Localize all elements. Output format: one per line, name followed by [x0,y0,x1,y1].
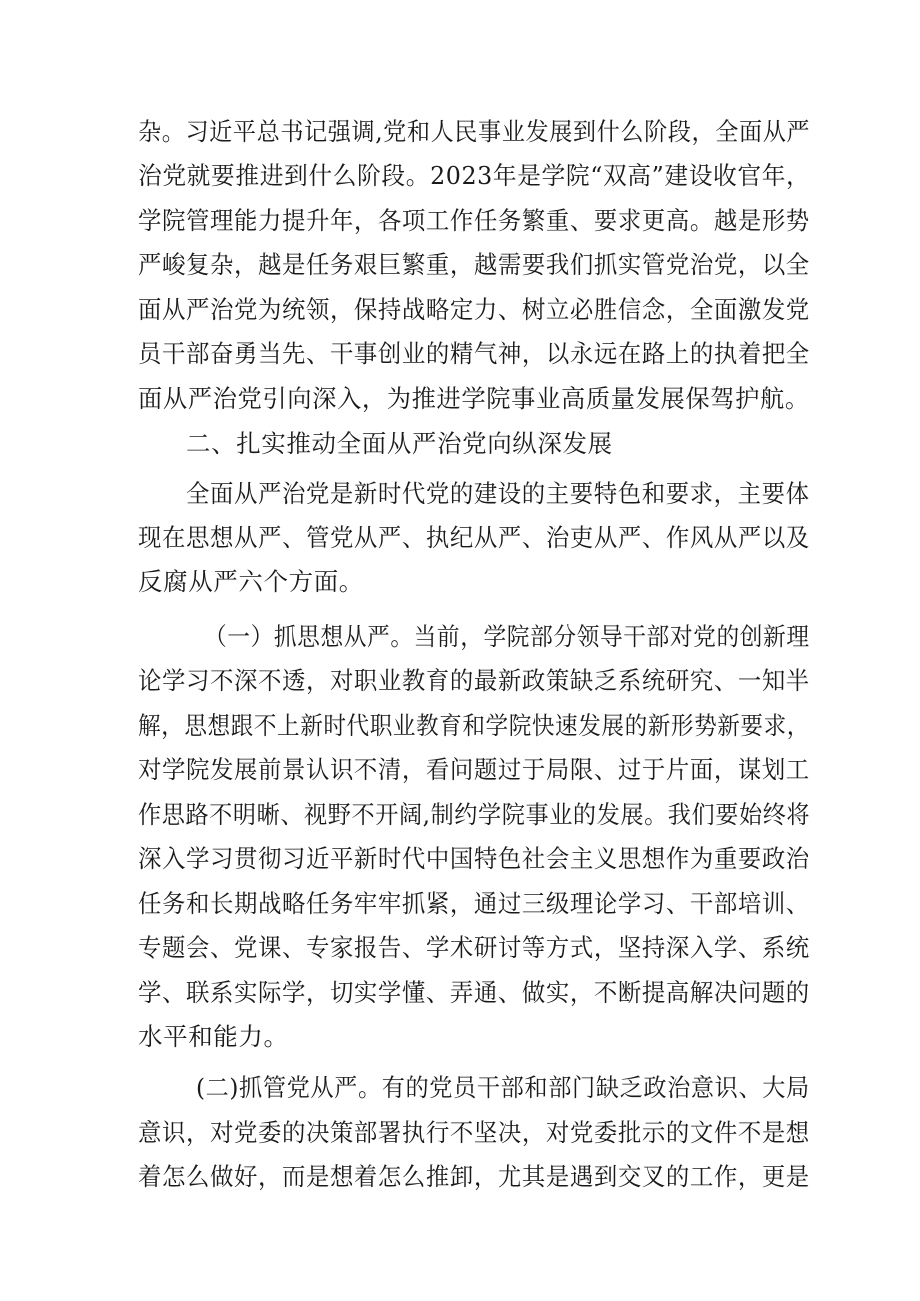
paragraph-line: 着怎么做好，而是想着怎么推卸，尤其是遇到交叉的工作，更是 [138,1162,810,1191]
paragraph-line: 治党就要推进到什么阶段。2023年是学院“双高”建设收官年， [138,161,811,190]
paragraph-line: 作思路不明晰、视野不开阔,制约学院事业的发展。我们要始终将 [138,800,811,829]
paragraph-line: 专题会、党课、专家报告、学术研讨等方式，坚持深入学、系统 [138,933,810,962]
paragraph-line: 学、联系实际学，切实学懂、弄通、做实，不断提高解决问题的 [138,978,810,1007]
paragraph-line: 严峻复杂，越是任务艰巨繁重，越需要我们抓实管党治党，以全 [138,250,810,279]
paragraph-line: 面从严治党引向深入，为推进学院事业高质量发展保驾护航。 [138,384,810,413]
paragraph-line: 员干部奋勇当先、干事创业的精气神，以永远在路上的执着把全 [138,339,810,368]
paragraph-line: 深入学习贯彻习近平新时代中国特色社会主义思想作为重要政治 [138,844,810,873]
paragraph-line: 论学习不深不透，对职业教育的最新政策缺乏系统研究、一知半 [138,666,810,695]
section-heading: 二、扎实推动全面从严治党向纵深发展 [186,429,613,458]
paragraph-line: 水平和能力。 [138,1022,289,1051]
paragraph-line: 现在思想从严、管党从严、执纪从严、治吏从严、作风从严以及 [138,523,810,552]
paragraph-line: 学院管理能力提升年，各项工作任务繁重、要求更高。越是形势 [138,206,810,235]
paragraph-line: 反腐从严六个方面。 [138,567,364,596]
paragraph-line: 全面从严治党是新时代党的建设的主要特色和要求，主要体 [186,479,810,508]
paragraph-line: (二)抓管党从严。有的党员干部和部门缺乏政治意识、大局 [196,1073,810,1102]
paragraph-line: 对学院发展前景认识不清，看问题过于局限、过于片面，谋划工 [138,755,810,784]
paragraph-line: 杂。习近平总书记强调,党和人民事业发展到什么阶段，全面从严 [138,117,811,146]
paragraph-line: 意识，对党委的决策部署执行不坚决，对党委批示的文件不是想 [138,1118,810,1147]
paragraph-line: 解，思想跟不上新时代职业教育和学院快速发展的新形势新要求， [138,711,810,740]
paragraph-line: 任务和长期战略任务牢牢抓紧，通过三级理论学习、干部培训、 [138,889,810,918]
paragraph-line: （一）抓思想从严。当前，学院部分领导干部对党的创新理 [204,622,810,651]
paragraph-line: 面从严治党为统领，保持战略定力、树立必胜信念，全面激发党 [138,295,810,324]
